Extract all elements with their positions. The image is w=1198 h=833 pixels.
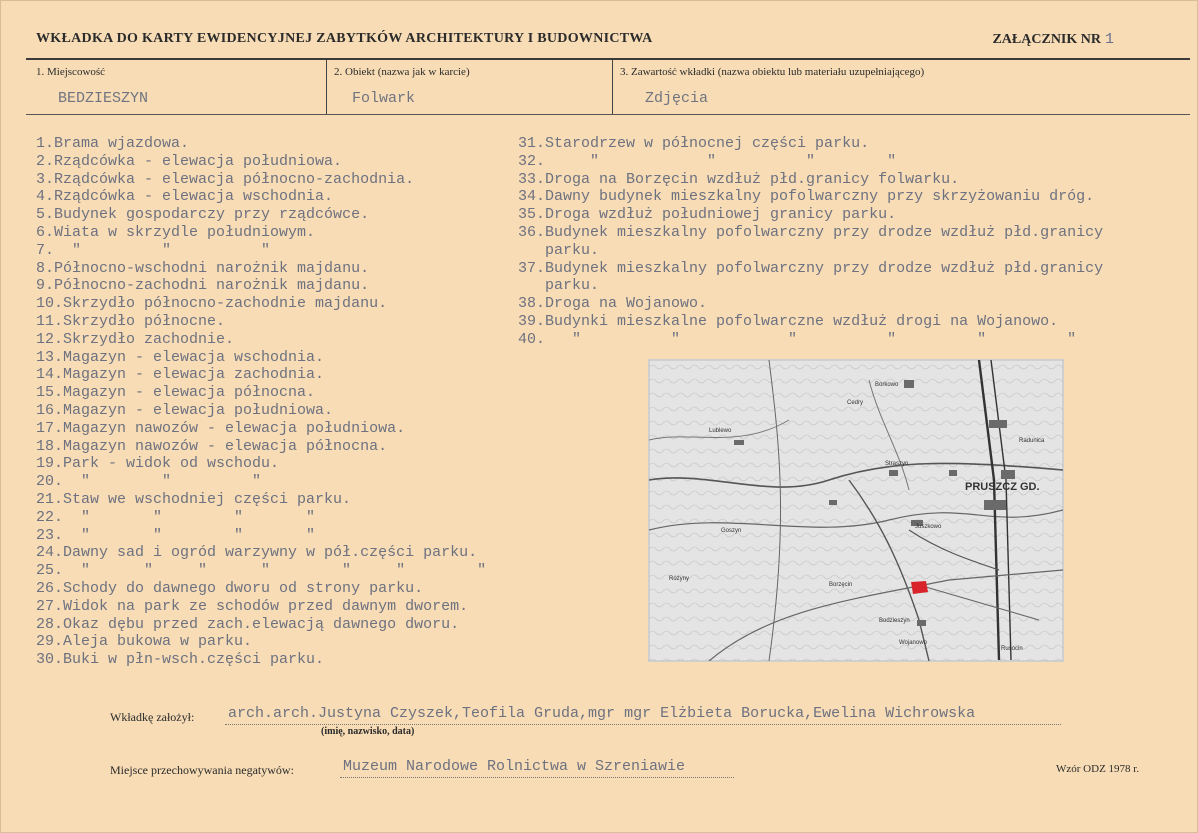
item-text: Magazyn - elewacja południowa. — [63, 401, 334, 419]
list-item — [518, 171, 1103, 189]
item-number: 36. — [518, 223, 546, 241]
document-title: WKŁADKA DO KARTY EWIDENCYJNEJ ZABYTKÓW ARCHITEKTURY I BUDOWNICTWA — [36, 31, 653, 46]
item-text: Skrzydło północno-zachodnie majdanu. — [63, 295, 388, 313]
list-item — [518, 313, 1103, 331]
item-text: Budynek gospodarczy przy rządcówce. — [54, 206, 370, 224]
object-value: Folwark — [352, 90, 416, 107]
list-item — [518, 224, 1103, 242]
list-item-continuation — [518, 277, 1103, 295]
item-text: Północno-zachodni narożnik majdanu. — [54, 277, 370, 295]
list-item — [36, 135, 486, 153]
list-item — [36, 171, 486, 189]
list-item — [36, 224, 486, 242]
item-text: " " " " — [63, 508, 316, 526]
item-number: 21. — [36, 490, 64, 508]
list-item — [518, 331, 1103, 349]
object-label: 2. Obiekt (nazwa jak w karcie) — [334, 66, 470, 78]
field-divider — [326, 60, 327, 114]
item-text: Dawny budynek mieszkalny pofolwarczny przy skrzyżowaniu dróg. — [545, 188, 1095, 206]
list-item — [36, 188, 486, 206]
annex-number: 1 — [1104, 31, 1114, 48]
item-text: Magazyn - elewacja północna. — [63, 384, 316, 402]
map-label-rozyny: Różyny — [669, 576, 690, 582]
item-text: Budynek mieszkalny pofolwarczny przy drodze wzdłuż płd.granicy — [545, 223, 1104, 241]
list-item — [36, 242, 486, 260]
map-image — [649, 360, 1063, 661]
list-item — [36, 562, 486, 580]
item-text: Starodrzew w północnej części parku. — [545, 135, 870, 152]
list-item — [36, 260, 486, 278]
author-value: arch.arch.Justyna Czyszek,Teofila Gruda,mgr mgr Elżbieta Borucka,Ewelina Wichrowska — [228, 705, 976, 722]
item-text: Droga na Wojanowo. — [545, 295, 708, 313]
item-text: Magazyn nawozów - elewacja południowa. — [63, 419, 406, 437]
item-text: Budynek mieszkalny pofolwarczny przy drodze wzdłuż płd.granicy — [545, 259, 1104, 277]
item-number: 23. — [36, 526, 64, 544]
storage-label: Miejsce przechowywania negatywów: — [110, 763, 294, 777]
list-item — [36, 277, 486, 295]
list-item — [36, 366, 486, 384]
item-number: 22. — [36, 508, 64, 526]
item-number: 12. — [36, 330, 64, 348]
photo-list-left — [36, 135, 486, 669]
item-text: Widok na park ze schodów przed dawnym dworem. — [63, 597, 469, 615]
item-text: Magazyn nawozów - elewacja północna. — [63, 437, 388, 455]
list-item — [36, 598, 486, 616]
item-number: 13. — [36, 348, 64, 366]
item-text: Aleja bukowa w parku. — [63, 633, 253, 651]
item-text: Brama wjazdowa. — [54, 135, 190, 152]
item-number: 26. — [36, 579, 64, 597]
locality-value: BEDZIESZYN — [58, 90, 149, 107]
map-label-cedry: Cedry — [847, 400, 864, 406]
item-number: 14. — [36, 366, 64, 384]
list-item — [518, 135, 1103, 153]
author-dotted-line — [225, 724, 1061, 725]
item-number: 27. — [36, 597, 64, 615]
item-number: 39. — [518, 312, 546, 330]
item-number: 29. — [36, 633, 64, 651]
item-number: 33. — [518, 170, 546, 188]
photo-list-right — [518, 135, 1103, 349]
item-text: " " " " — [63, 526, 316, 544]
item-number: 32. — [518, 152, 546, 170]
list-item-continuation — [518, 242, 1103, 260]
item-text: " " " — [63, 473, 262, 491]
list-item — [518, 153, 1103, 171]
map-label-straszyn: Straszyn — [885, 461, 909, 467]
item-number: 2. — [36, 152, 55, 170]
list-item — [518, 260, 1103, 278]
list-item — [36, 580, 486, 598]
item-text: " " " " — [545, 152, 897, 170]
item-number: 16. — [36, 401, 64, 419]
item-text: Rządcówka - elewacja wschodnia. — [54, 188, 334, 206]
list-item — [518, 206, 1103, 224]
item-number: 7. — [36, 241, 55, 259]
item-text: Buki w płn-wsch.części parku. — [63, 651, 325, 669]
item-text: Park - widok od wschodu. — [63, 455, 280, 473]
item-number: 25. — [36, 562, 64, 580]
annex-label — [992, 31, 1114, 48]
map-label-rusocin: Rusocin — [1001, 646, 1023, 652]
author-hint: (imię, nazwisko, data) — [321, 726, 415, 737]
item-text: Magazyn - elewacja zachodnia. — [63, 366, 325, 384]
map-photograph — [648, 359, 1064, 662]
list-item — [518, 295, 1103, 313]
map-label-pruszcz: PRUSZCZ GD. — [965, 481, 1040, 493]
item-text: Magazyn - elewacja wschodnia. — [63, 348, 325, 366]
list-item — [36, 491, 486, 509]
item-text: Wiata w skrzydle południowym. — [54, 223, 316, 241]
storage-dotted-line — [340, 777, 734, 778]
list-item — [36, 473, 486, 491]
item-number: 17. — [36, 419, 64, 437]
item-number: 9. — [36, 277, 55, 295]
content-label: 3. Zawartość wkładki (nazwa obiektu lub materiału uzupełniającego) — [620, 66, 925, 78]
item-text: Skrzydło północne. — [63, 312, 226, 330]
map-label-wojanowo: Wojanowo — [899, 640, 927, 646]
item-text: Staw we wschodniej części parku. — [63, 490, 352, 508]
item-text: Okaz dębu przed zach.elewacją dawnego dworu. — [63, 615, 460, 633]
form-code: Wzór ODZ 1978 r. — [1056, 763, 1140, 775]
list-item — [36, 313, 486, 331]
list-item — [518, 188, 1103, 206]
item-text: Droga wzdłuż południowej granicy parku. — [545, 206, 897, 224]
item-number: 20. — [36, 473, 64, 491]
item-text: Dawny sad i ogród warzywny w pół.części parku. — [63, 544, 478, 562]
item-number: 15. — [36, 384, 64, 402]
item-indent — [518, 242, 545, 260]
item-number: 1. — [36, 135, 55, 152]
item-text: " " " " " " — [545, 330, 1077, 348]
item-text: Schody do dawnego dworu od strony parku. — [63, 579, 424, 597]
list-item — [36, 455, 486, 473]
list-item — [36, 527, 486, 545]
map-label-borzecin: Borzęcin — [829, 582, 853, 588]
site-marker — [911, 581, 928, 594]
storage-value: Muzeum Narodowe Rolnictwa w Szreniawie — [343, 758, 686, 775]
item-number: 40. — [518, 330, 546, 348]
item-text: Droga na Borzęcin wzdłuż płd.granicy folwarku. — [545, 170, 960, 188]
item-number: 37. — [518, 259, 546, 277]
content-value: Zdjęcia — [645, 90, 709, 107]
list-item — [36, 544, 486, 562]
author-label: Wkładkę założył: — [110, 710, 195, 724]
item-text-continued: parku. — [545, 277, 600, 295]
item-number: 24. — [36, 544, 64, 562]
list-item — [36, 295, 486, 313]
item-number: 11. — [36, 312, 64, 330]
list-item — [36, 509, 486, 527]
locality-label: 1. Miejscowość — [36, 66, 106, 78]
list-item — [36, 206, 486, 224]
item-indent — [518, 277, 545, 295]
map-label-borkowo: Borkowo — [875, 382, 899, 388]
list-item — [36, 384, 486, 402]
list-item — [36, 616, 486, 634]
item-number: 5. — [36, 206, 55, 224]
item-text: Rządcówka - elewacja południowa. — [54, 152, 343, 170]
item-number: 18. — [36, 437, 64, 455]
item-text: Budynki mieszkalne pofolwarczne wzdłuż drogi na Wojanowo. — [545, 312, 1059, 330]
map-label-lublewo: Lublewo — [709, 428, 732, 434]
item-number: 10. — [36, 295, 64, 313]
map-label-radunica: Radunica — [1019, 438, 1045, 444]
map-label-goszyn: Goszyn — [721, 528, 742, 534]
item-number: 4. — [36, 188, 55, 206]
item-number: 8. — [36, 259, 55, 277]
item-number: 28. — [36, 615, 64, 633]
item-text: " " " " " " " — [63, 562, 487, 580]
item-text: " " " — [54, 241, 271, 259]
item-number: 3. — [36, 170, 55, 188]
map-label-juszkowo: Juszkowo — [915, 524, 942, 530]
item-text: Skrzydło zachodnie. — [63, 330, 235, 348]
list-item — [36, 420, 486, 438]
list-item — [36, 349, 486, 367]
item-number: 6. — [36, 223, 55, 241]
item-number: 34. — [518, 188, 546, 206]
list-item — [36, 633, 486, 651]
annex-label-text: ZAŁĄCZNIK NR — [992, 32, 1101, 47]
item-number: 31. — [518, 135, 546, 152]
field-divider — [612, 60, 613, 114]
item-text: Północno-wschodni narożnik majdanu. — [54, 259, 370, 277]
fields-rule — [26, 114, 1190, 115]
list-item — [36, 651, 486, 669]
list-item — [36, 402, 486, 420]
item-number: 38. — [518, 295, 546, 313]
item-number: 30. — [36, 651, 64, 669]
map-label-bodzieszyn: Bodzieszyn — [879, 618, 910, 624]
item-text: Rządcówka - elewacja północno-zachodnia. — [54, 170, 415, 188]
list-item — [36, 331, 486, 349]
list-item — [36, 438, 486, 456]
item-number: 35. — [518, 206, 546, 224]
header-rule — [26, 58, 1190, 60]
item-number: 19. — [36, 455, 64, 473]
item-text-continued: parku. — [545, 241, 600, 259]
list-item — [36, 153, 486, 171]
